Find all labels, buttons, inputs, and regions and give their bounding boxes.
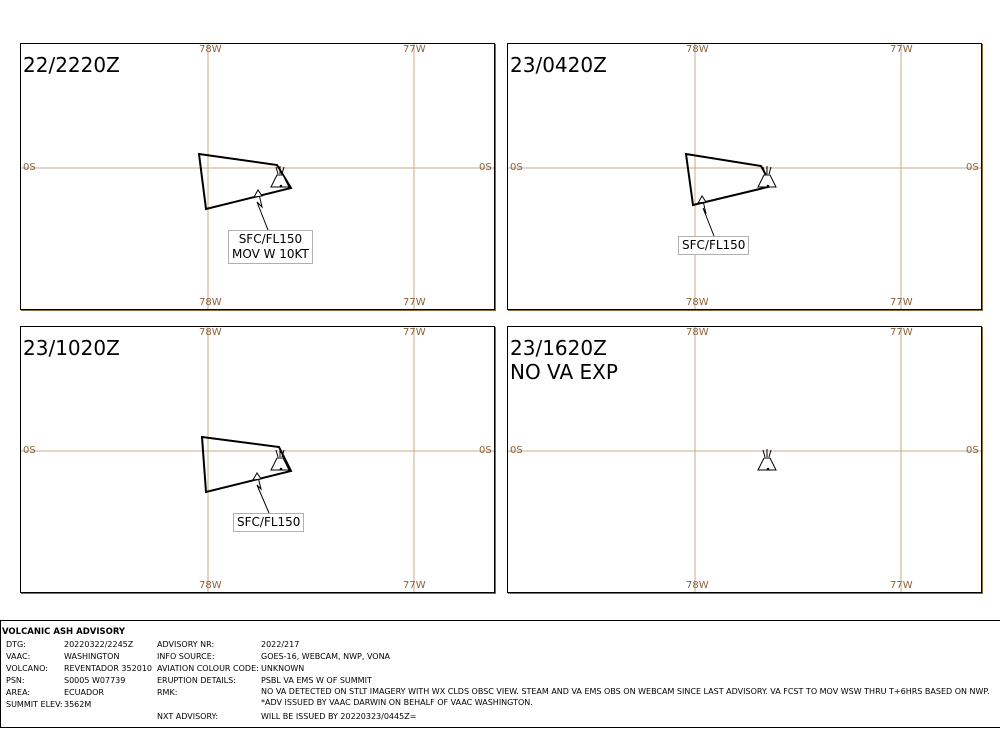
rmk-line-2: *ADV ISSUED BY VAAC DARWIN ON BEHALF OF VAAC WASHINGTON. [261,698,533,707]
advisory-text-block [0,620,1000,728]
ash-overlay [508,44,981,309]
ash-cloud-polygon [686,154,772,205]
colour-code-label: AVIATION COLOUR CODE: [157,664,259,673]
panel-time: 22/2220Z [23,53,120,77]
ash-altitude-callout [228,230,313,264]
lat-label-left: 0S [23,445,36,456]
ash-overlay [21,44,494,309]
eruption-label: ERUPTION DETAILS: [157,676,236,685]
lon-label-78w-top: 78W [686,44,709,55]
vaac-value: WASHINGTON [64,652,120,661]
lon-label-78w-bottom: 78W [199,297,222,308]
dtg-value: 20220322/2245Z [64,640,134,649]
lat-label-right: 0S [966,445,979,456]
lon-label-78w-top: 78W [199,327,222,338]
dtg-label: DTG: [6,640,26,649]
area-value: ECUADOR [64,688,104,697]
lat-label-left: 0S [510,162,523,173]
summit-label: SUMMIT ELEV: [6,700,63,709]
volcano-icon [271,166,289,187]
vaac-label: VAAC: [6,652,31,661]
lat-label-left: 0S [23,162,36,173]
ash-overlay [21,327,494,592]
lon-label-77w-top: 77W [890,327,913,338]
panel-time: 23/1020Z [23,336,120,360]
psn-label: PSN: [6,676,25,685]
rmk-value [261,686,999,708]
lon-label-78w-bottom: 78W [686,297,709,308]
lat-label-left: 0S [510,445,523,456]
ash-altitude-callout [233,513,304,532]
volcano-value: REVENTADOR 352010 [64,664,152,673]
nxt-advisory-value: WILL BE ISSUED BY 20220323/0445Z= [261,712,417,721]
lon-label-77w-bottom: 77W [403,297,426,308]
lon-label-78w-bottom: 78W [199,580,222,591]
panel-status: NO VA EXP [510,360,618,384]
lat-label-right: 0S [966,162,979,173]
lon-label-78w-bottom: 78W [686,580,709,591]
forecast-panel-3 [20,326,495,593]
ash-overlay [508,327,981,592]
callout-arrowhead [253,473,261,480]
lon-label-77w-top: 77W [890,44,913,55]
panel-time: 23/1620Z [510,336,607,360]
lon-label-77w-bottom: 77W [890,297,913,308]
lon-label-78w-top: 78W [686,327,709,338]
info-source-label: INFO SOURCE: [157,652,215,661]
callout-line: MOV W 10KT [232,247,309,261]
callout-arrowhead [254,190,262,197]
rmk-label: RMK: [157,688,178,697]
advisory-nr-value: 2022/217 [261,640,300,649]
colour-code-value: UNKNOWN [261,664,305,673]
callout-line: SFC/FL150 [237,515,301,529]
eruption-value: PSBL VA EMS W OF SUMMIT [261,676,372,685]
area-label: AREA: [6,688,31,697]
rmk-line-1: NO VA DETECTED ON STLT IMAGERY WITH WX CLDS OBSC VIEW. STEAM AND VA EMS OBS ON WEBCAM SINCE LAST ADVISORY. VA FCST TO MOV WSW THRU T+6HRS BASED ON NWP. [261,687,990,696]
lat-label-right: 0S [479,445,492,456]
lon-label-77w-bottom: 77W [403,580,426,591]
panel-time: 23/0420Z [510,53,607,77]
psn-value: S0005 W07739 [64,676,126,685]
callout-line: SFC/FL150 [238,232,303,246]
advisory-nr-label: ADVISORY NR: [157,640,215,649]
lat-label-right: 0S [479,162,492,173]
callout-arrowhead [698,196,706,203]
summit-value: 3562M [64,700,92,709]
lon-label-78w-top: 78W [199,44,222,55]
ash-altitude-callout [678,236,749,255]
lon-label-77w-top: 77W [403,327,426,338]
info-source-value: GOES-16, WEBCAM, NWP, VONA [261,652,391,661]
forecast-panel-4 [507,326,982,593]
lon-label-77w-bottom: 77W [890,580,913,591]
volcano-label: VOLCANO: [6,664,48,673]
forecast-panel-2 [507,43,982,310]
volcano-icon [758,449,776,470]
callout-line: SFC/FL150 [682,238,746,252]
advisory-title: VOLCANIC ASH ADVISORY [2,627,126,637]
lon-label-77w-top: 77W [403,44,426,55]
volcano-icon [758,166,776,187]
forecast-panel-1 [20,43,495,310]
nxt-advisory-label: NXT ADVISORY: [157,712,219,721]
